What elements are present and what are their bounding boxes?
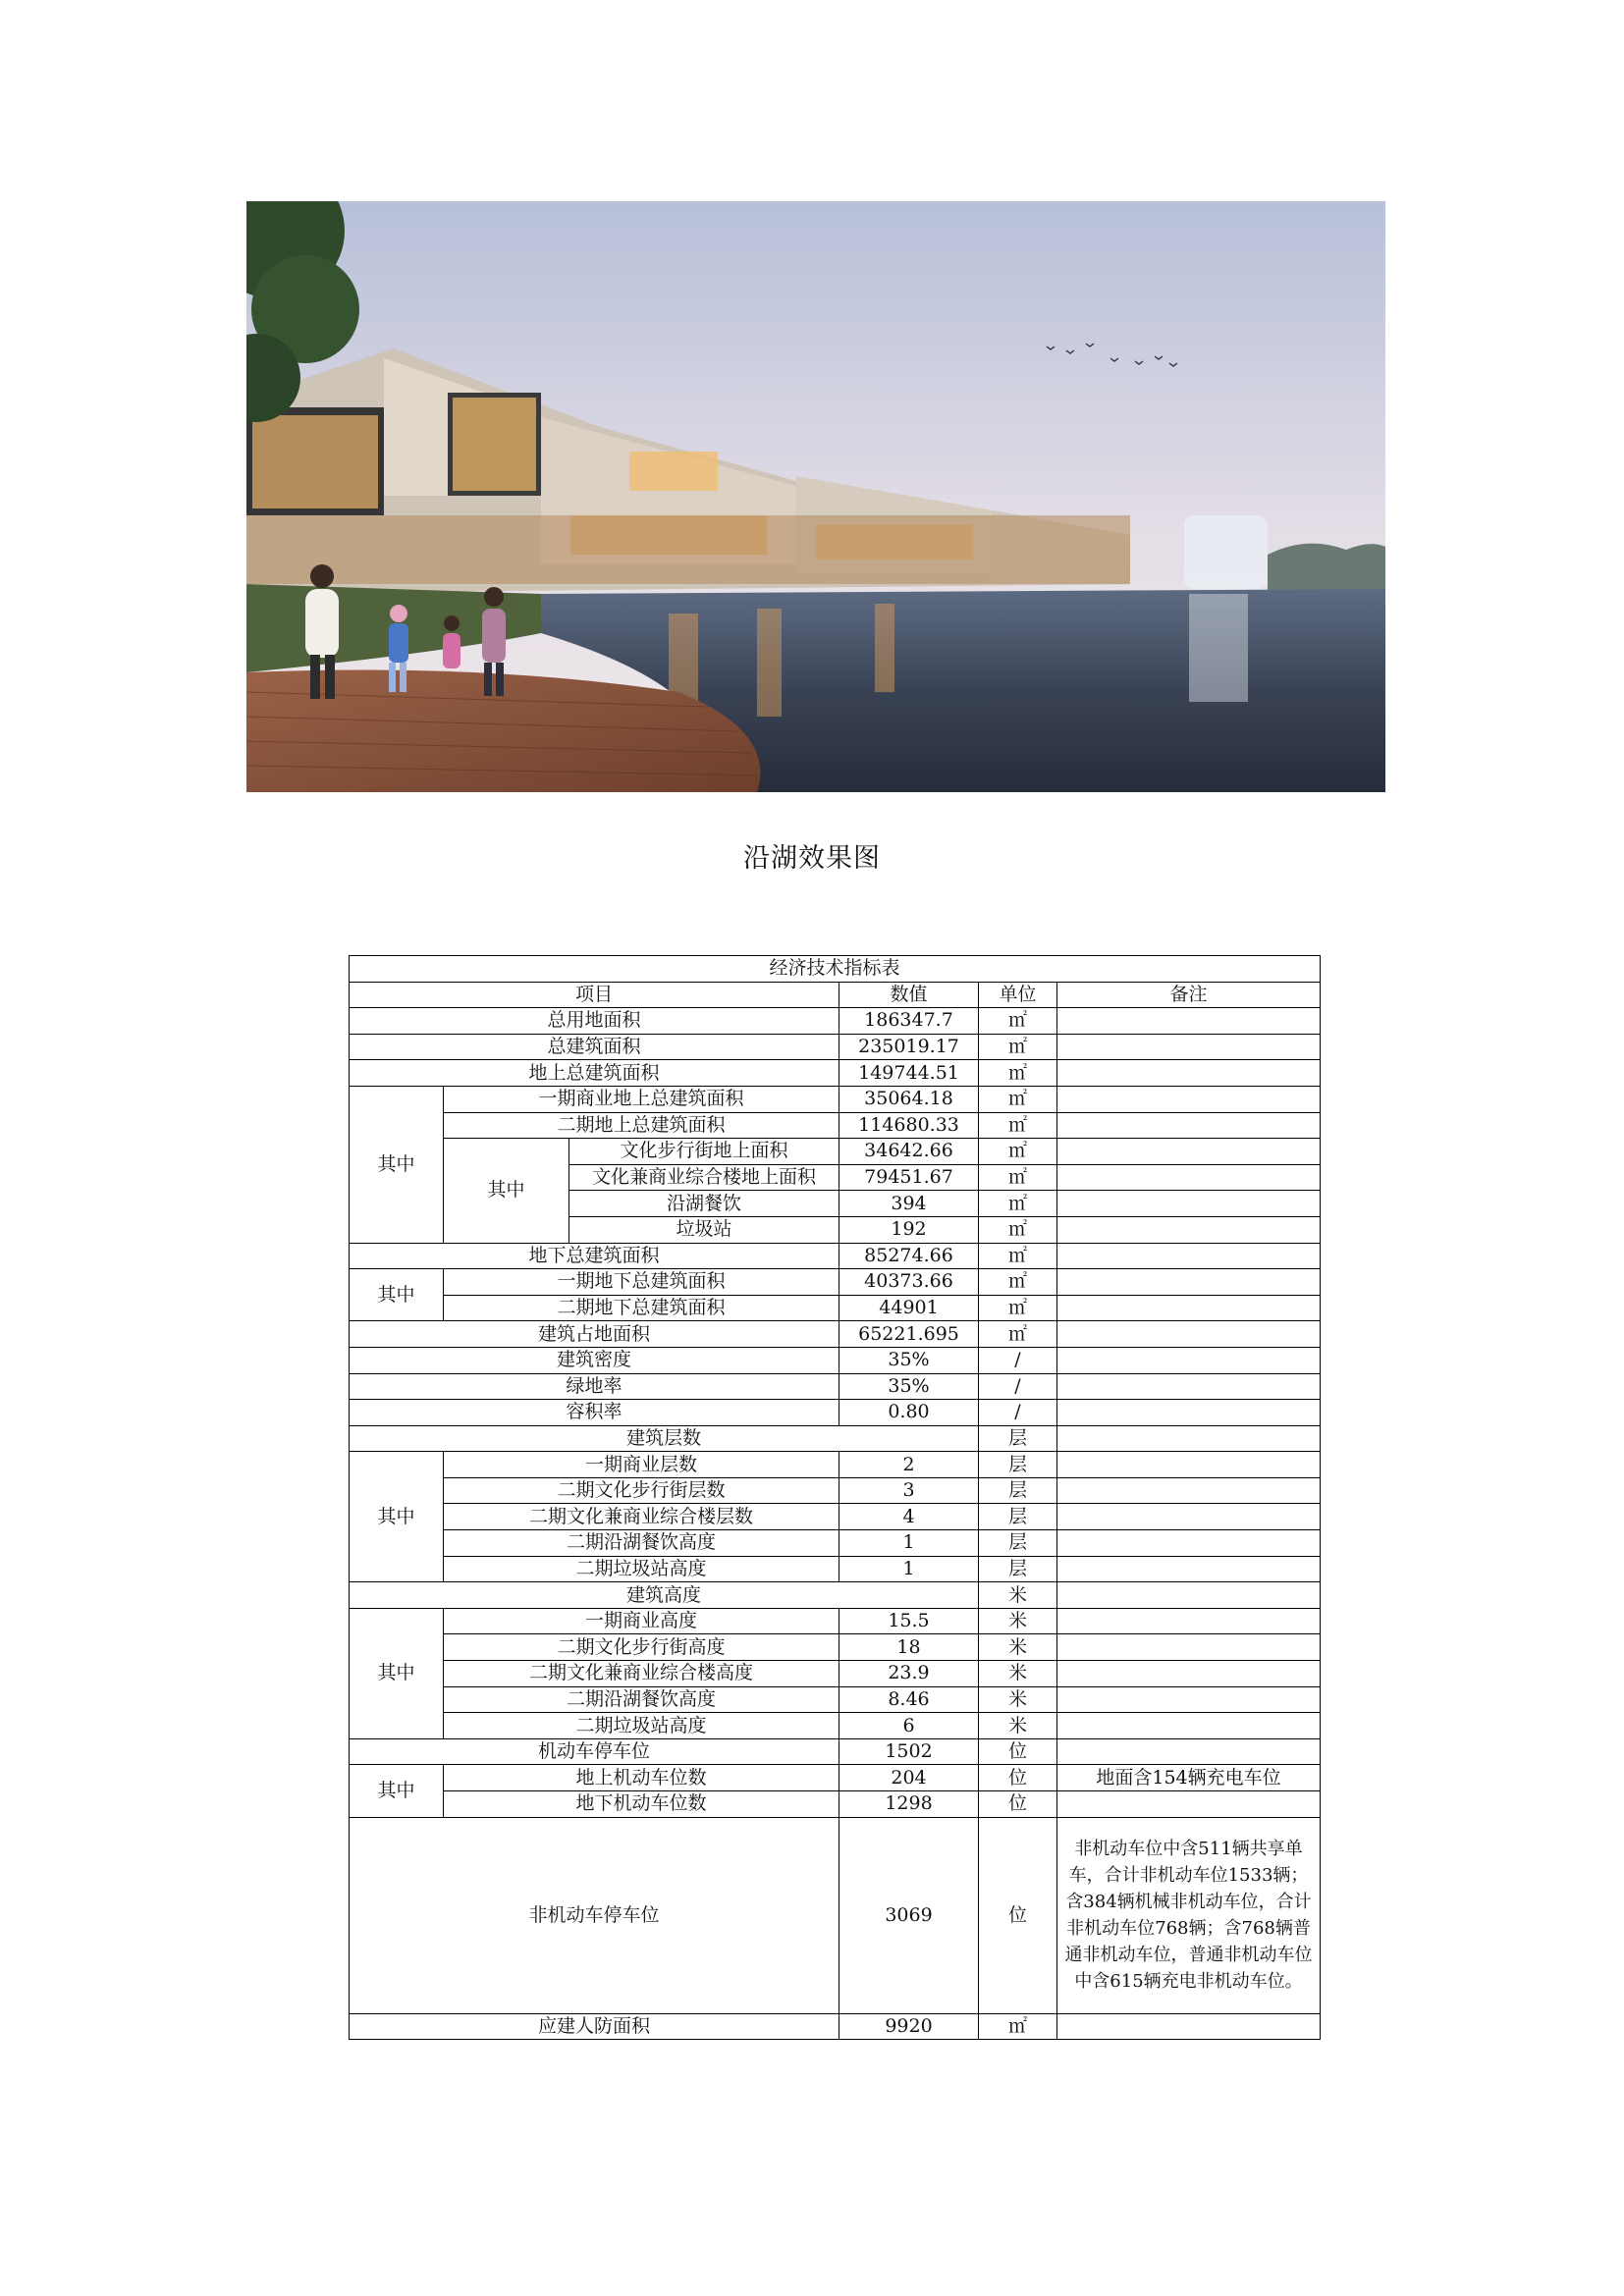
row-unit: ㎡ bbox=[979, 1191, 1057, 1217]
table-title: 经济技术指标表 bbox=[350, 956, 1321, 983]
row-value: 3 bbox=[839, 1477, 979, 1504]
row-unit: ㎡ bbox=[979, 2013, 1057, 2040]
row-note bbox=[1057, 1504, 1321, 1530]
row-item: 二期文化步行街层数 bbox=[444, 1477, 839, 1504]
row-value: 394 bbox=[839, 1191, 979, 1217]
row-note bbox=[1057, 2013, 1321, 2040]
table-row bbox=[350, 1425, 1321, 1452]
row-item: 二期地上总建筑面积 bbox=[444, 1112, 839, 1139]
row-item: 二期沿湖餐饮高度 bbox=[444, 1686, 839, 1713]
table-row bbox=[350, 1373, 1321, 1400]
row-value: 34642.66 bbox=[839, 1139, 979, 1165]
table-row bbox=[350, 1112, 1321, 1139]
table-row bbox=[350, 1686, 1321, 1713]
row-note bbox=[1057, 1243, 1321, 1269]
table-row bbox=[350, 1269, 1321, 1296]
row-note bbox=[1057, 1321, 1321, 1348]
row-unit: 层 bbox=[979, 1425, 1057, 1452]
row-value: 40373.66 bbox=[839, 1269, 979, 1296]
row-item: 建筑层数 bbox=[350, 1425, 979, 1452]
row-item: 沿湖餐饮 bbox=[569, 1191, 839, 1217]
row-note bbox=[1057, 1191, 1321, 1217]
table-row bbox=[350, 1530, 1321, 1557]
table-row bbox=[350, 2013, 1321, 2040]
row-note bbox=[1057, 1060, 1321, 1087]
row-note bbox=[1057, 1556, 1321, 1582]
row-unit: 层 bbox=[979, 1530, 1057, 1557]
row-item: 总用地面积 bbox=[350, 1008, 839, 1035]
row-item: 绿地率 bbox=[350, 1373, 839, 1400]
row-value: 1502 bbox=[839, 1738, 979, 1765]
row-note: 非机动车位中含511辆共享单车，合计非机动车位1533辆；含384辆机械非机动车位，合计非机动车位768辆；含768辆普通非机动车位，普通非机动车位中含615辆充电非机动车位。 bbox=[1057, 1817, 1321, 2013]
row-item: 应建人防面积 bbox=[350, 2013, 839, 2040]
row-value: 3069 bbox=[839, 1817, 979, 2013]
header-note: 备注 bbox=[1057, 982, 1321, 1008]
subgroup-label: 其中 bbox=[444, 1139, 569, 1243]
row-unit: ㎡ bbox=[979, 1216, 1057, 1243]
row-note bbox=[1057, 1164, 1321, 1191]
group-label: 其中 bbox=[350, 1765, 444, 1817]
row-note bbox=[1057, 1425, 1321, 1452]
row-unit: / bbox=[979, 1347, 1057, 1373]
row-note bbox=[1057, 1112, 1321, 1139]
row-item: 二期沿湖餐饮高度 bbox=[444, 1530, 839, 1557]
row-unit: ㎡ bbox=[979, 1034, 1057, 1060]
table-row bbox=[350, 1608, 1321, 1634]
row-note bbox=[1057, 1216, 1321, 1243]
row-note bbox=[1057, 1008, 1321, 1035]
row-unit: 位 bbox=[979, 1791, 1057, 1818]
row-value: 204 bbox=[839, 1765, 979, 1791]
row-item: 二期文化步行街高度 bbox=[444, 1634, 839, 1661]
row-note bbox=[1057, 1086, 1321, 1112]
header-item: 项目 bbox=[350, 982, 839, 1008]
row-value: 186347.7 bbox=[839, 1008, 979, 1035]
row-unit: ㎡ bbox=[979, 1269, 1057, 1296]
table-row bbox=[350, 1321, 1321, 1348]
row-item: 一期地下总建筑面积 bbox=[444, 1269, 839, 1296]
table-row bbox=[350, 1661, 1321, 1687]
header-unit: 单位 bbox=[979, 982, 1057, 1008]
row-note bbox=[1057, 1661, 1321, 1687]
row-note bbox=[1057, 1295, 1321, 1321]
row-unit: / bbox=[979, 1400, 1057, 1426]
row-unit: 米 bbox=[979, 1661, 1057, 1687]
row-value: 35% bbox=[839, 1347, 979, 1373]
table-row bbox=[350, 1817, 1321, 2013]
row-value: 192 bbox=[839, 1216, 979, 1243]
table-row bbox=[350, 1582, 1321, 1609]
row-item: 地下机动车位数 bbox=[444, 1791, 839, 1818]
table-row bbox=[350, 1477, 1321, 1504]
row-value: 35% bbox=[839, 1373, 979, 1400]
row-item: 文化步行街地上面积 bbox=[569, 1139, 839, 1165]
row-item: 建筑密度 bbox=[350, 1347, 839, 1373]
row-unit: 层 bbox=[979, 1504, 1057, 1530]
table-row bbox=[350, 1791, 1321, 1818]
row-value: 35064.18 bbox=[839, 1086, 979, 1112]
row-unit: 层 bbox=[979, 1452, 1057, 1478]
row-note bbox=[1057, 1373, 1321, 1400]
row-unit: 米 bbox=[979, 1686, 1057, 1713]
row-value: 6 bbox=[839, 1713, 979, 1739]
row-item: 容积率 bbox=[350, 1400, 839, 1426]
row-note bbox=[1057, 1347, 1321, 1373]
table-row bbox=[350, 1060, 1321, 1087]
row-note bbox=[1057, 1608, 1321, 1634]
row-value: 1298 bbox=[839, 1791, 979, 1818]
row-unit: ㎡ bbox=[979, 1321, 1057, 1348]
row-value: 235019.17 bbox=[839, 1034, 979, 1060]
table-row bbox=[350, 1347, 1321, 1373]
group-label: 其中 bbox=[350, 1086, 444, 1243]
row-note bbox=[1057, 1530, 1321, 1557]
row-value: 1 bbox=[839, 1530, 979, 1557]
table-row bbox=[350, 1634, 1321, 1661]
row-note bbox=[1057, 1634, 1321, 1661]
row-unit: 层 bbox=[979, 1556, 1057, 1582]
row-unit: ㎡ bbox=[979, 1086, 1057, 1112]
table-row bbox=[350, 1738, 1321, 1765]
row-item: 机动车停车位 bbox=[350, 1738, 839, 1765]
lakeside-rendering-image bbox=[246, 201, 1385, 792]
image-caption: 沿湖效果图 bbox=[743, 843, 881, 874]
row-value: 2 bbox=[839, 1452, 979, 1478]
row-value: 8.46 bbox=[839, 1686, 979, 1713]
row-value: 85274.66 bbox=[839, 1243, 979, 1269]
table-row bbox=[350, 1452, 1321, 1478]
row-value: 18 bbox=[839, 1634, 979, 1661]
row-unit: 位 bbox=[979, 1765, 1057, 1791]
row-value: 23.9 bbox=[839, 1661, 979, 1687]
row-value: 1 bbox=[839, 1556, 979, 1582]
table-row bbox=[350, 1504, 1321, 1530]
row-unit: 位 bbox=[979, 1817, 1057, 2013]
row-note bbox=[1057, 1477, 1321, 1504]
table-row bbox=[350, 1243, 1321, 1269]
row-unit: ㎡ bbox=[979, 1112, 1057, 1139]
group-label: 其中 bbox=[350, 1452, 444, 1582]
economic-technical-indicators-table bbox=[349, 955, 1321, 2040]
row-unit: 位 bbox=[979, 1738, 1057, 1765]
row-value: 149744.51 bbox=[839, 1060, 979, 1087]
row-unit: / bbox=[979, 1373, 1057, 1400]
row-item: 文化兼商业综合楼地上面积 bbox=[569, 1164, 839, 1191]
row-item: 二期地下总建筑面积 bbox=[444, 1295, 839, 1321]
row-item: 一期商业层数 bbox=[444, 1452, 839, 1478]
row-value: 114680.33 bbox=[839, 1112, 979, 1139]
table-row bbox=[350, 1713, 1321, 1739]
group-label: 其中 bbox=[350, 1269, 444, 1321]
row-item: 建筑占地面积 bbox=[350, 1321, 839, 1348]
row-unit: 层 bbox=[979, 1477, 1057, 1504]
table-row bbox=[350, 1139, 1321, 1165]
row-note bbox=[1057, 1452, 1321, 1478]
row-unit: ㎡ bbox=[979, 1060, 1057, 1087]
table-row bbox=[350, 1008, 1321, 1035]
row-item: 地上机动车位数 bbox=[444, 1765, 839, 1791]
row-value: 0.80 bbox=[839, 1400, 979, 1426]
row-note bbox=[1057, 1713, 1321, 1739]
row-unit: 米 bbox=[979, 1608, 1057, 1634]
row-note bbox=[1057, 1400, 1321, 1426]
table-row bbox=[350, 1765, 1321, 1791]
row-item: 建筑高度 bbox=[350, 1582, 979, 1609]
row-item: 非机动车停车位 bbox=[350, 1817, 839, 2013]
row-note bbox=[1057, 1582, 1321, 1609]
row-value: 44901 bbox=[839, 1295, 979, 1321]
row-note bbox=[1057, 1738, 1321, 1765]
row-note bbox=[1057, 1791, 1321, 1818]
table-row bbox=[350, 1400, 1321, 1426]
header-value: 数值 bbox=[839, 982, 979, 1008]
row-note bbox=[1057, 1034, 1321, 1060]
group-label: 其中 bbox=[350, 1608, 444, 1738]
row-note bbox=[1057, 1686, 1321, 1713]
row-unit: ㎡ bbox=[979, 1139, 1057, 1165]
row-unit: ㎡ bbox=[979, 1243, 1057, 1269]
row-item: 二期文化兼商业综合楼高度 bbox=[444, 1661, 839, 1687]
row-unit: ㎡ bbox=[979, 1295, 1057, 1321]
row-note bbox=[1057, 1139, 1321, 1165]
row-item: 地下总建筑面积 bbox=[350, 1243, 839, 1269]
row-unit: 米 bbox=[979, 1634, 1057, 1661]
row-value: 9920 bbox=[839, 2013, 979, 2040]
row-unit: 米 bbox=[979, 1582, 1057, 1609]
row-item: 一期商业地上总建筑面积 bbox=[444, 1086, 839, 1112]
row-note bbox=[1057, 1269, 1321, 1296]
row-value: 65221.695 bbox=[839, 1321, 979, 1348]
row-note: 地面含154辆充电车位 bbox=[1057, 1765, 1321, 1791]
row-item: 二期垃圾站高度 bbox=[444, 1556, 839, 1582]
row-item: 一期商业高度 bbox=[444, 1608, 839, 1634]
table-row bbox=[350, 1295, 1321, 1321]
row-item: 二期文化兼商业综合楼层数 bbox=[444, 1504, 839, 1530]
row-unit: ㎡ bbox=[979, 1164, 1057, 1191]
row-item: 地上总建筑面积 bbox=[350, 1060, 839, 1087]
row-item: 垃圾站 bbox=[569, 1216, 839, 1243]
table-row bbox=[350, 1034, 1321, 1060]
row-item: 总建筑面积 bbox=[350, 1034, 839, 1060]
row-unit: ㎡ bbox=[979, 1008, 1057, 1035]
row-item: 二期垃圾站高度 bbox=[444, 1713, 839, 1739]
row-value: 4 bbox=[839, 1504, 979, 1530]
table-row bbox=[350, 1556, 1321, 1582]
row-unit: 米 bbox=[979, 1713, 1057, 1739]
table-row bbox=[350, 1086, 1321, 1112]
row-value: 15.5 bbox=[839, 1608, 979, 1634]
row-value: 79451.67 bbox=[839, 1164, 979, 1191]
